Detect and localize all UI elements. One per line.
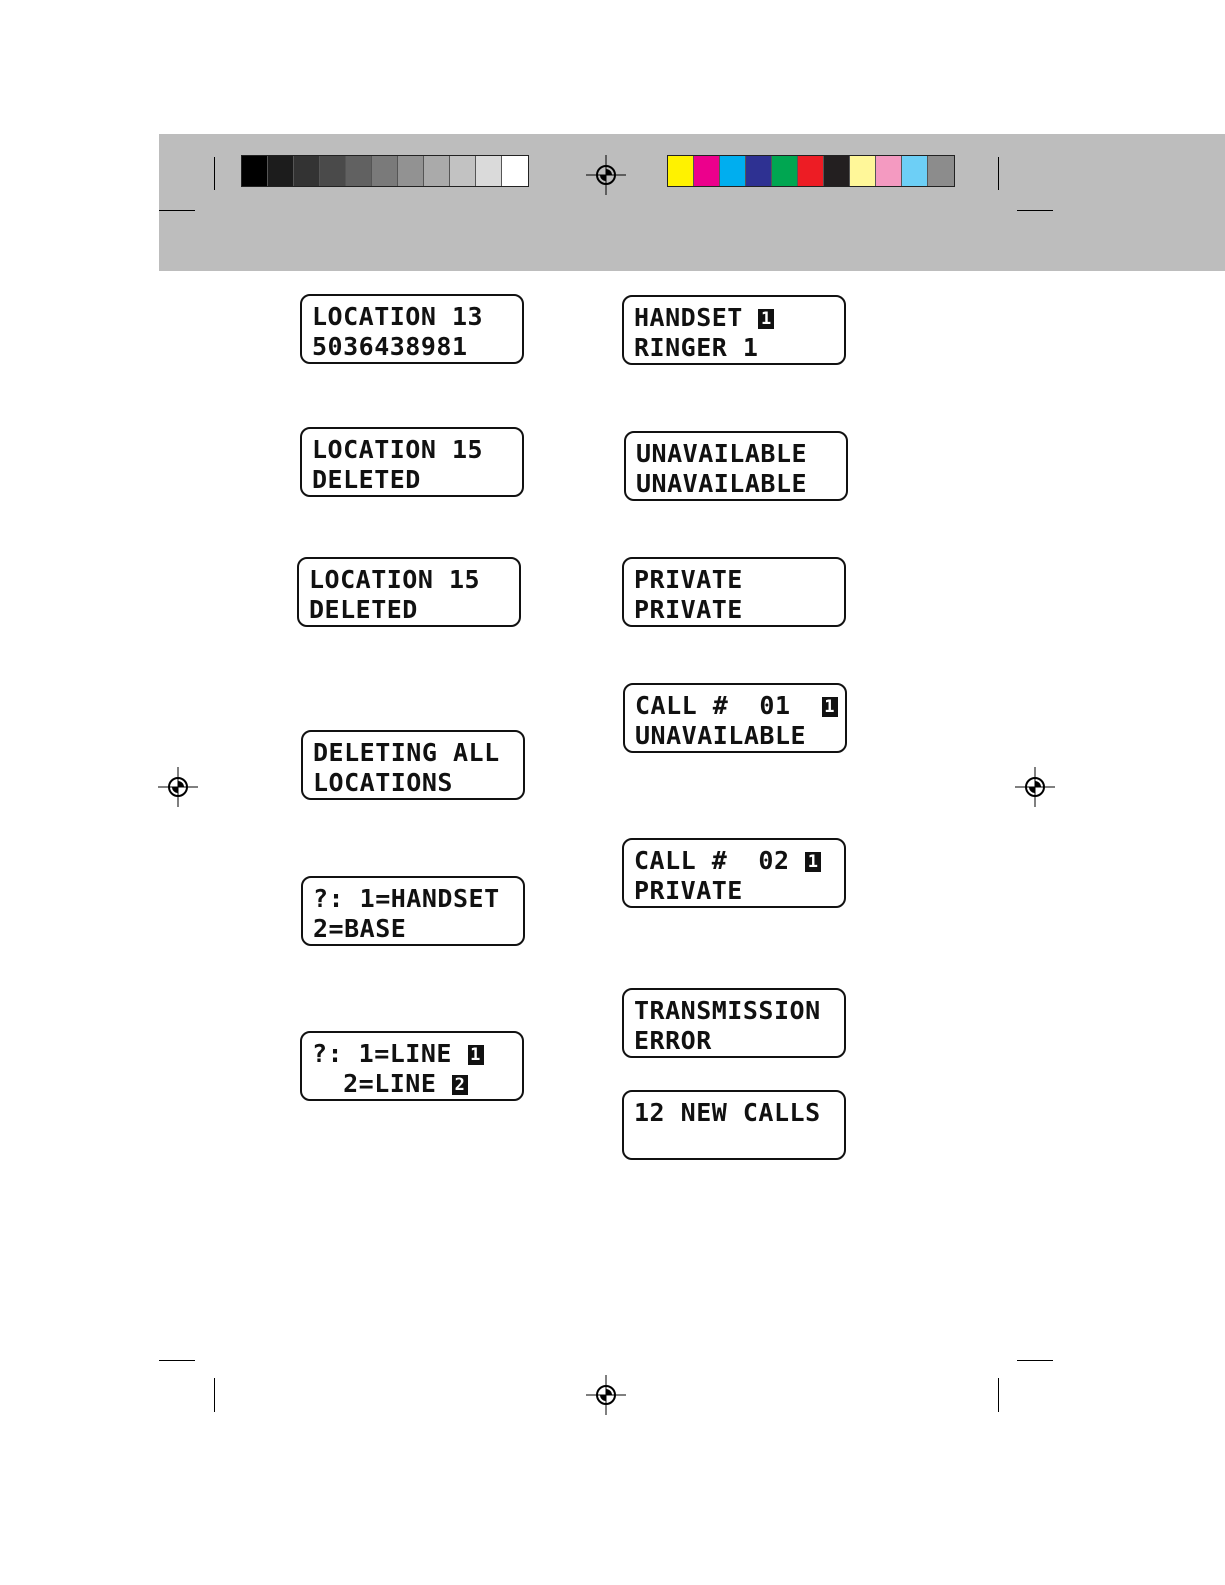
- lcd-line-1: [634, 846, 834, 876]
- lcd-text: HANDSET: [634, 303, 743, 332]
- lcd-display: [300, 294, 524, 364]
- color-swatch-green: [772, 156, 798, 186]
- lcd-display: [622, 295, 846, 365]
- registration-mark-icon: [1015, 767, 1055, 807]
- line-badge: 1: [822, 697, 838, 717]
- lcd-line-1: 12 NEW CALLS: [634, 1098, 821, 1127]
- lcd-line-1: LOCATION 15: [312, 435, 484, 464]
- color-swatch-black: [824, 156, 850, 186]
- gray-swatch: [502, 156, 528, 186]
- lcd-line-2: DELETED: [309, 595, 418, 624]
- lcd-line-1: [312, 1039, 512, 1069]
- color-swatch-gray: [928, 156, 954, 186]
- lcd-text: CALL # 01: [635, 691, 822, 720]
- crop-mark: [214, 157, 215, 190]
- line-badge: 1: [805, 852, 821, 872]
- lcd-line-1: UNAVAILABLE: [636, 439, 808, 468]
- lcd-text: CALL # 02: [634, 846, 790, 875]
- handset-badge: 1: [758, 309, 774, 329]
- lcd-display: [301, 730, 525, 800]
- gray-swatch: [424, 156, 450, 186]
- lcd-line-2: DELETED: [312, 465, 421, 494]
- color-swatch-light-yellow: [850, 156, 876, 186]
- color-swatch-magenta: [694, 156, 720, 186]
- lcd-display: [623, 683, 847, 753]
- lcd-line-2: [312, 1069, 512, 1099]
- crop-mark: [998, 157, 999, 190]
- lcd-line-1: TRANSMISSION: [634, 996, 821, 1025]
- gray-swatch: [398, 156, 424, 186]
- gray-swatch: [294, 156, 320, 186]
- lcd-line-1: ?: 1=HANDSET: [313, 884, 500, 913]
- lcd-text: ?: 1=LINE: [312, 1039, 452, 1068]
- lcd-display: [624, 431, 848, 501]
- lcd-line-1: PRIVATE: [634, 565, 743, 594]
- gray-swatch: [346, 156, 372, 186]
- color-swatch-red: [798, 156, 824, 186]
- crop-mark: [159, 210, 195, 211]
- crop-mark: [1017, 210, 1053, 211]
- lcd-display: [297, 557, 521, 627]
- gray-swatch: [242, 156, 268, 186]
- crop-mark: [998, 1378, 999, 1412]
- line-badge: 1: [468, 1045, 484, 1065]
- registration-mark-icon: [586, 1375, 626, 1415]
- gray-swatch: [450, 156, 476, 186]
- lcd-text: 2=LINE: [312, 1069, 437, 1098]
- line-badge: 2: [452, 1075, 468, 1095]
- lcd-line-2: UNAVAILABLE: [635, 721, 807, 750]
- lcd-line-1: DELETING ALL: [313, 738, 500, 767]
- lcd-line-1: [635, 691, 835, 721]
- lcd-display: [300, 427, 524, 497]
- lcd-line-2: 2=BASE: [313, 914, 407, 943]
- lcd-line-2: LOCATIONS: [313, 768, 453, 797]
- color-swatch-blue: [746, 156, 772, 186]
- lcd-display: [300, 1031, 524, 1101]
- lcd-line-1: LOCATION 15: [309, 565, 481, 594]
- color-swatch-pink: [876, 156, 902, 186]
- lcd-line-1: [634, 303, 834, 333]
- lcd-line-2: [634, 1128, 834, 1158]
- lcd-line-2: 5036438981: [312, 332, 468, 361]
- lcd-line-2: ERROR: [634, 1026, 712, 1055]
- lcd-line-2: PRIVATE: [634, 595, 743, 624]
- lcd-line-2: RINGER 1: [634, 333, 759, 362]
- gray-swatch: [476, 156, 502, 186]
- gray-swatch: [372, 156, 398, 186]
- lcd-display: [622, 988, 846, 1058]
- color-swatch-cyan: [720, 156, 746, 186]
- lcd-display: [622, 838, 846, 908]
- lcd-line-2: UNAVAILABLE: [636, 469, 808, 498]
- gray-swatch: [320, 156, 346, 186]
- color-swatch-bar: [667, 155, 955, 187]
- lcd-display: [622, 1090, 846, 1160]
- color-swatch-light-cyan: [902, 156, 928, 186]
- registration-mark-icon: [586, 155, 626, 195]
- lcd-line-1: LOCATION 13: [312, 302, 484, 331]
- lcd-display: [622, 557, 846, 627]
- gray-swatch: [268, 156, 294, 186]
- grayscale-swatch-bar: [241, 155, 529, 187]
- crop-mark: [159, 1360, 195, 1361]
- crop-mark: [1017, 1360, 1053, 1361]
- lcd-display: [301, 876, 525, 946]
- registration-mark-icon: [158, 767, 198, 807]
- lcd-line-2: PRIVATE: [634, 876, 743, 905]
- color-swatch-yellow: [668, 156, 694, 186]
- crop-mark: [214, 1378, 215, 1412]
